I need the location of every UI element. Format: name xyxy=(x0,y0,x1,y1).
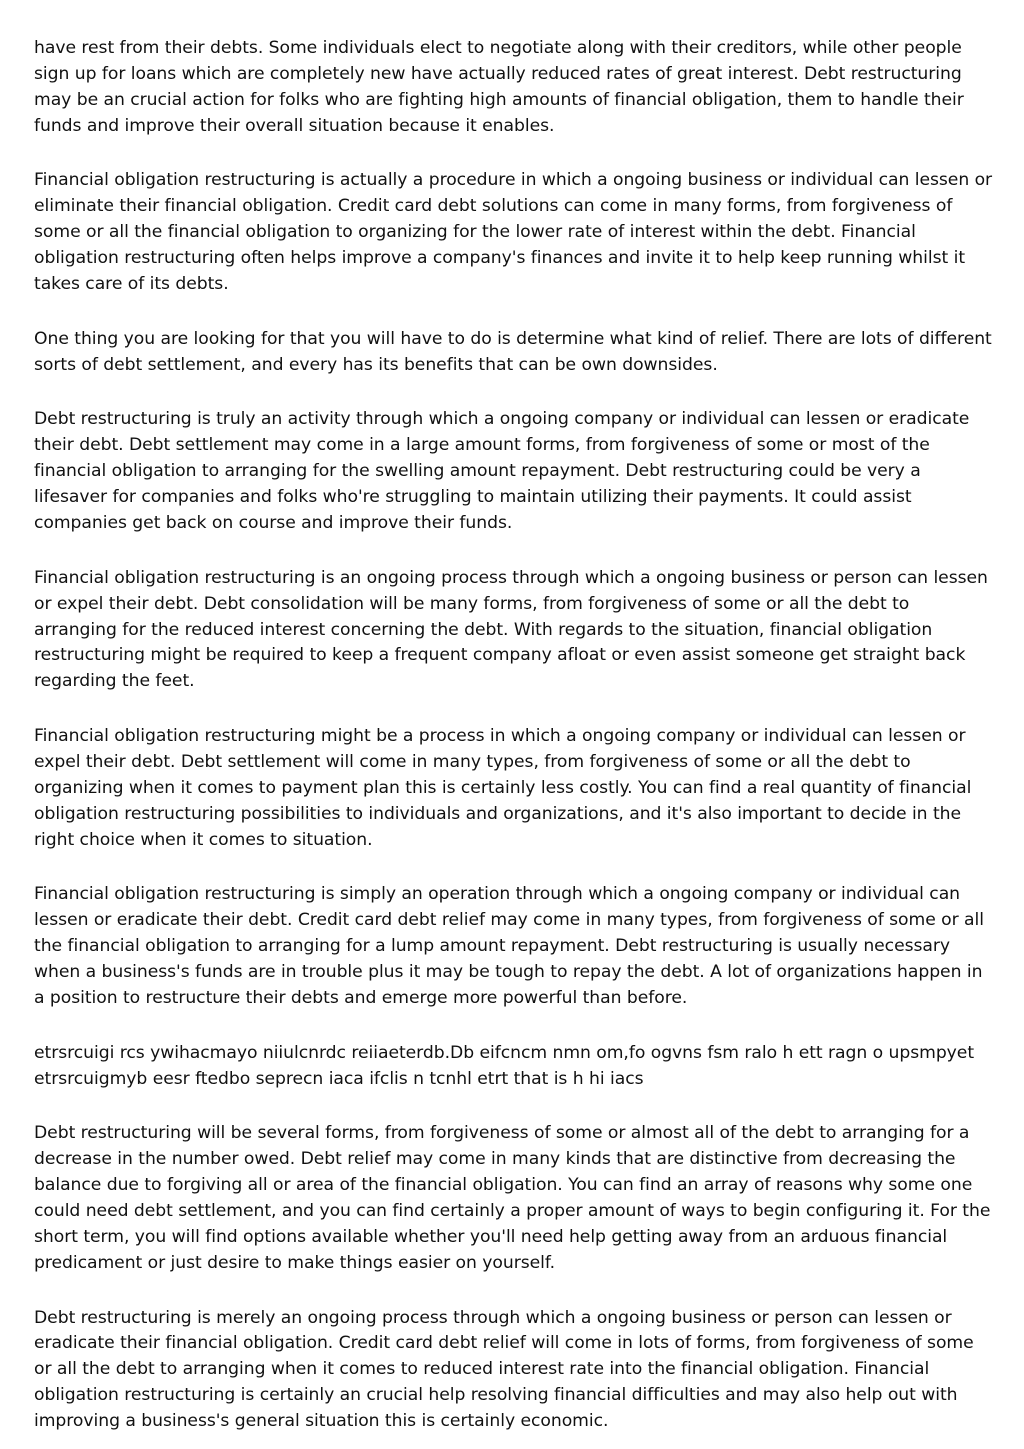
paragraph-1: have rest from their debts. Some individuals elect to negotiate along with their creditors, while other people sign up for loans which are completely new have actually reduced rates of great interest. Debt restructuring may be an crucial action for folks who are fighting high amounts of financial obligation, them to handle their funds and improve their overall situation because it enables. xyxy=(34,38,964,136)
document-body xyxy=(34,36,996,1435)
paragraph-9: Debt restructuring will be several forms, from forgiveness of some or almost all of the debt to arranging for a decrease in the number owed. Debt relief may come in many kinds that are distinctive from decreasing the balance due to forgiving all or area of the financial obligation. You can find an array of reasons why some one could need debt settlement, and you can find certainly a proper amount of ways to begin configuring it. For the short term, you will find options available whether you'll need help getting away from an arduous financial predicament or just desire to make things easier on yourself. xyxy=(34,1123,991,1273)
paragraph-2: Financial obligation restructuring is actually a procedure in which a ongoing business or individual can lessen or eliminate their financial obligation. Credit card debt solutions can come in many forms, from forgiveness of some or all the financial obligation to organizing for the lower rate of interest within the debt. Financial obligation restructuring often helps improve a company's finances and invite it to help keep running whilst it takes care of its debts. xyxy=(34,170,993,295)
paragraph-8: etrsrcuigi rcs ywihacmayo niiulcnrdc reiiaeterdb.Db eifcncm nmn om,fo ogvns fsm ralo h ett ragn o upsmpyet etrsrcuigmyb eesr ftedbo seprecn iaca ifclis n tcnhl etrt that is h hi iacs xyxy=(34,1042,975,1089)
paragraph-3: One thing you are looking for that you will have to do is determine what kind of relief. There are lots of different sorts of debt settlement, and every has its benefits that can be own downsides. xyxy=(34,328,992,375)
paragraph-5: Financial obligation restructuring is an ongoing process through which a ongoing business or person can lessen or expel their debt. Debt consolidation will be many forms, from forgiveness of some or all the debt to arranging for the reduced interest concerning the debt. With regards to the situation, financial obligation restructuring might be required to keep a frequent company afloat or even assist someone get straight back regarding the feet. xyxy=(34,567,988,692)
paragraph-4: Debt restructuring is truly an activity through which a ongoing company or individual can lessen or eradicate their debt. Debt settlement may come in a large amount forms, from forgiveness of some or most of the financial obligation to arranging for the swelling amount repayment. Debt restructuring could be very a lifesaver for companies and folks who're struggling to maintain utilizing their payments. It could assist companies get back on course and improve their funds. xyxy=(34,409,970,533)
paragraph-6: Financial obligation restructuring might be a process in which a ongoing company or individual can lessen or expel their debt. Debt settlement will come in many types, from forgiveness of some or all the debt to organizing when it comes to payment plan this is certainly less costly. You can find a real quantity of financial obligation restructuring possibilities to individuals and organizations, and it's also important to decide in the right choice when it comes to situation. xyxy=(34,726,972,850)
paragraph-7: Financial obligation restructuring is simply an operation through which a ongoing company or individual can lessen or eradicate their debt. Credit card debt relief may come in many types, from forgiveness of some or all the financial obligation to arranging for a lump amount repayment. Debt restructuring is usually necessary when a business's funds are in trouble plus it may be tough to repay the debt. A lot of organizations happen in a position to restructure their debts and emerge more powerful than before. xyxy=(34,884,984,1008)
paragraph-10: Debt restructuring is merely an ongoing process through which a ongoing business or person can lessen or eradicate their financial obligation. Credit card debt relief will come in lots of forms, from forgiveness of some or all the debt to arranging when it comes to reduced interest rate into the financial obligation. Financial obligation restructuring is certainly an crucial help resolving financial difficulties and may also help out with improving a business's general situation this is certainly economic. xyxy=(34,1307,974,1432)
